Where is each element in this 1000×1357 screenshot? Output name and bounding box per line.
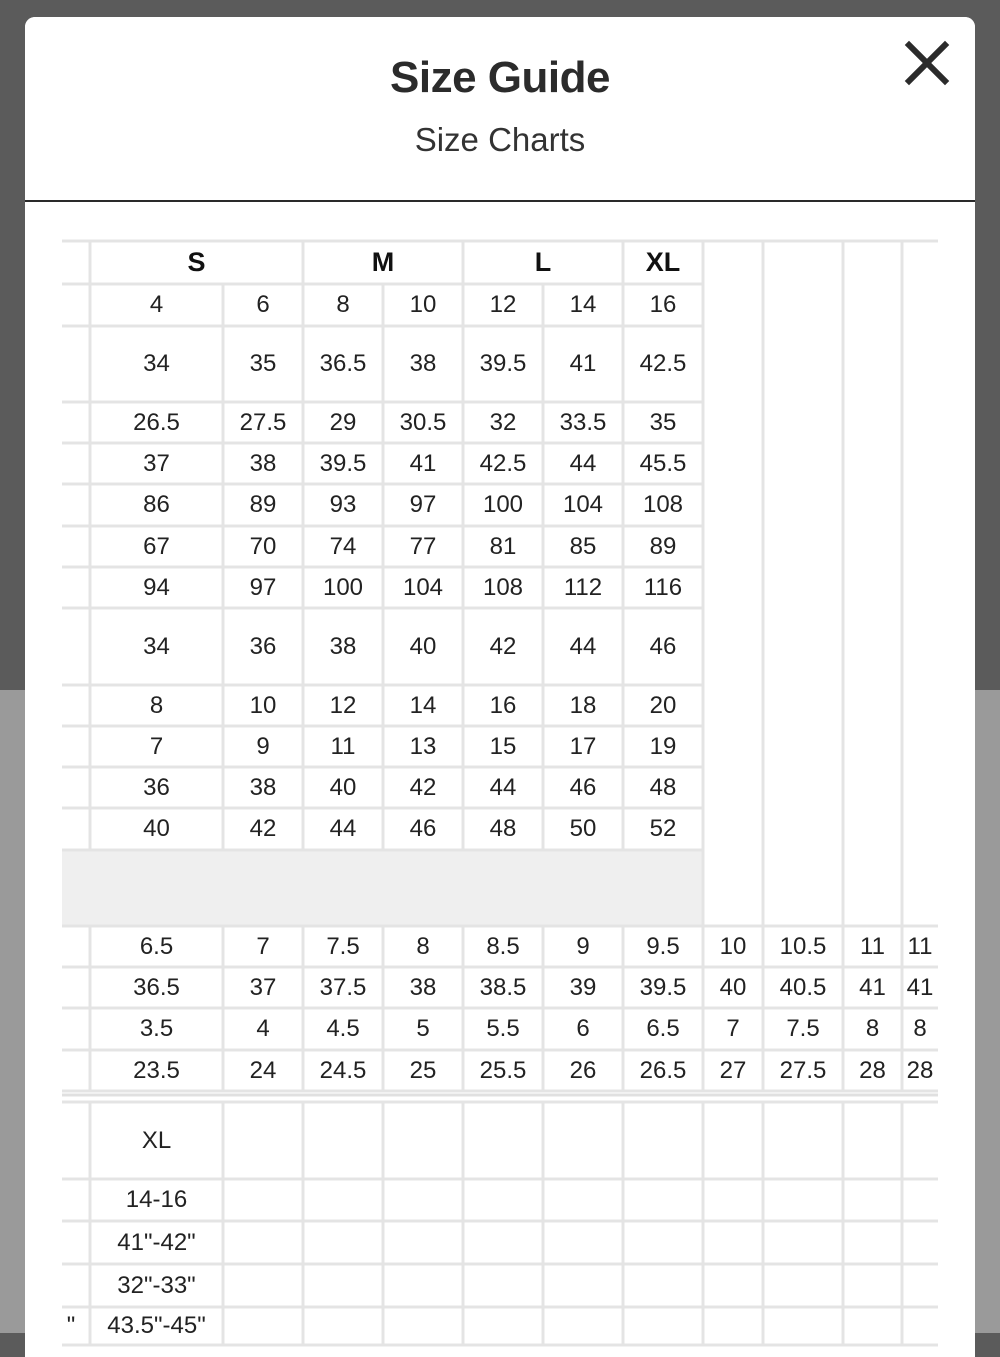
table-cell: 24.5	[319, 1056, 367, 1084]
table-cell: 41	[859, 973, 886, 1001]
table-cell: 36	[249, 632, 277, 660]
dialog-subtitle: Size Charts	[414, 121, 586, 158]
table-cell: 32"-33"	[117, 1271, 196, 1299]
table-cell: 5	[416, 1015, 430, 1042]
table-cell: 36.5	[319, 350, 367, 377]
table-cell: 100	[482, 491, 524, 518]
size-group-header-xl: XL	[645, 247, 681, 277]
table-cell: 24	[249, 1056, 277, 1084]
table-cell: 45.5	[639, 449, 687, 477]
table-cell: 42	[249, 815, 277, 842]
size-group-header-s: S	[187, 247, 206, 277]
table-cell: 39.5	[319, 449, 367, 477]
table-cell: 37	[249, 973, 277, 1001]
table-cell: 8	[149, 691, 164, 719]
table-cell: 15	[489, 732, 517, 760]
table-cell: 48	[649, 773, 677, 801]
size-guide-dialog	[25, 17, 975, 1357]
table-cell: 6	[256, 291, 270, 318]
table-cell: 8	[865, 1015, 880, 1042]
table-cell: 116	[643, 573, 683, 601]
table-cell: 48	[489, 815, 517, 842]
table-cell: 37	[143, 449, 170, 477]
table-cell: 8.5	[486, 932, 520, 960]
table-cell: 26.5	[133, 408, 180, 436]
table-cell: 42	[489, 632, 517, 660]
table-cell: 67	[143, 532, 170, 560]
table-cell: 4	[149, 291, 164, 318]
table-cell: 16	[489, 691, 517, 719]
table-cell: 10	[409, 291, 437, 318]
table-cell: 36.5	[133, 973, 180, 1001]
table-cell: 40	[719, 973, 747, 1001]
table-cell: 40	[329, 773, 357, 801]
table-cell: 39.5	[639, 973, 687, 1001]
table-cell: 28	[906, 1056, 934, 1084]
table-cell: 29	[329, 408, 357, 436]
table-cell: 12	[329, 691, 357, 719]
table-cell: 42.5	[479, 449, 527, 477]
table-cell: 94	[143, 573, 170, 601]
xl-size-label: XL	[141, 1126, 172, 1154]
dialog-title: Size Guide	[390, 53, 610, 102]
table-cell: 11	[907, 932, 933, 960]
table-cell: 10	[249, 691, 277, 719]
table-cell: 11	[330, 732, 356, 760]
table-cell: 104	[402, 573, 444, 601]
table-cell: 18	[569, 691, 597, 719]
table-cell: 30.5	[399, 408, 447, 436]
table-cell: 9	[576, 932, 590, 960]
table-cell: 4.5	[326, 1015, 360, 1042]
table-cell: 7	[256, 932, 270, 960]
size-group-header-m: M	[371, 247, 395, 277]
table-cell: 89	[649, 532, 677, 560]
table-cell: 6.5	[139, 932, 174, 960]
table-cell: 27.5	[779, 1056, 827, 1084]
table-cell: 26	[569, 1056, 597, 1084]
table-cell: 40	[143, 815, 170, 842]
table-cell: 108	[642, 491, 684, 518]
table-cell: 89	[249, 491, 277, 518]
table-cell: 32	[489, 408, 517, 436]
table-cell: 23.5	[133, 1056, 180, 1084]
table-cell: 108	[482, 573, 524, 601]
table-cell: 70	[249, 532, 277, 560]
table-cell: 38	[329, 632, 357, 660]
partial-cell: "	[66, 1312, 76, 1339]
table-cell: 8	[416, 932, 430, 960]
table-cell: 34	[143, 350, 170, 377]
table-cell: 50	[569, 815, 597, 842]
table-cell: 38	[249, 449, 277, 477]
table-cell: 100	[322, 573, 364, 601]
table-cell: 13	[409, 732, 437, 760]
table-cell: 39.5	[479, 350, 527, 377]
table-cell: 38.5	[479, 973, 527, 1001]
table-cell: 43.5"-45"	[107, 1312, 206, 1339]
table-cell: 11	[860, 932, 885, 960]
table-cell: 46	[409, 815, 437, 842]
close-icon	[901, 37, 953, 89]
table-cell: 27.5	[239, 408, 287, 436]
close-button[interactable]	[901, 37, 953, 89]
table-cell: 41	[409, 449, 437, 477]
table-cell: 20	[649, 691, 677, 719]
table-cell: 74	[329, 532, 357, 560]
table-cell: 86	[143, 491, 170, 518]
table-cell: 27	[719, 1056, 747, 1084]
table-cell: 40.5	[779, 973, 827, 1001]
table-cell: 5.5	[486, 1015, 520, 1042]
table-cell: 44	[489, 773, 517, 801]
table-cell: 42	[409, 773, 437, 801]
table-cell: 4	[256, 1015, 270, 1042]
table-cell: 38	[249, 773, 277, 801]
table-cell: 14-16	[125, 1186, 188, 1213]
table-cell: 8	[336, 291, 350, 318]
table-cell: 37.5	[319, 973, 367, 1001]
table-cell: 77	[409, 532, 437, 560]
table-cell: 44	[329, 815, 357, 842]
table-cell: 44	[569, 449, 597, 477]
table-cell: 25	[409, 1056, 437, 1084]
table-cell: 7.5	[326, 932, 360, 960]
table-cell: 85	[569, 532, 597, 560]
table-cell: 97	[249, 573, 277, 601]
table-cell: 41	[906, 973, 934, 1001]
table-cell: 52	[649, 815, 677, 842]
table-cell: 38	[409, 973, 437, 1001]
table-cell: 35	[249, 350, 277, 377]
table-cell: 7	[726, 1015, 740, 1042]
table-cell: 40	[409, 632, 437, 660]
table-cell: 33.5	[559, 408, 607, 436]
table-cell: 28	[859, 1056, 886, 1084]
table-cell: 8	[913, 1015, 927, 1042]
table-cell: 26.5	[639, 1056, 687, 1084]
table-cell: 25.5	[479, 1056, 527, 1084]
table-cell: 3.5	[139, 1015, 174, 1042]
table-cell: 7	[149, 732, 164, 760]
table-cell: 46	[569, 773, 597, 801]
table-cell: 81	[489, 532, 517, 560]
table-cell: 17	[569, 732, 597, 760]
table-cell: 10	[719, 932, 747, 960]
table-cell: 9.5	[646, 932, 680, 960]
table-cell: 14	[409, 691, 437, 719]
table-cell: 14	[569, 291, 597, 318]
table-cell: 9	[256, 732, 270, 760]
table-cell: 41"-42"	[117, 1228, 196, 1256]
table-cell: 39	[569, 973, 597, 1001]
dialog-header	[25, 17, 975, 202]
table-cell: 7.5	[786, 1015, 820, 1042]
table-cell: 16	[649, 291, 677, 318]
table-cell: 38	[409, 350, 437, 377]
size-group-header-l: L	[534, 247, 552, 277]
table-cell: 19	[649, 732, 677, 760]
table-cell: 10.5	[779, 932, 827, 960]
table-cell: 12	[489, 291, 517, 318]
table-cell: 104	[562, 491, 604, 518]
table-cell: 35	[649, 408, 677, 436]
table-cell: 6	[576, 1015, 590, 1042]
table-cell: 46	[649, 632, 677, 660]
table-cell: 34	[143, 632, 170, 660]
section-separator-band	[62, 850, 703, 926]
table-cell: 42.5	[639, 350, 687, 377]
table-cell: 97	[409, 491, 437, 518]
table-cell: 93	[329, 491, 357, 518]
table-cell: 112	[563, 573, 603, 601]
table-cell: 6.5	[646, 1015, 680, 1042]
table-cell: 44	[569, 632, 597, 660]
table-cell: 41	[569, 350, 597, 377]
table-cell: 36	[143, 773, 170, 801]
